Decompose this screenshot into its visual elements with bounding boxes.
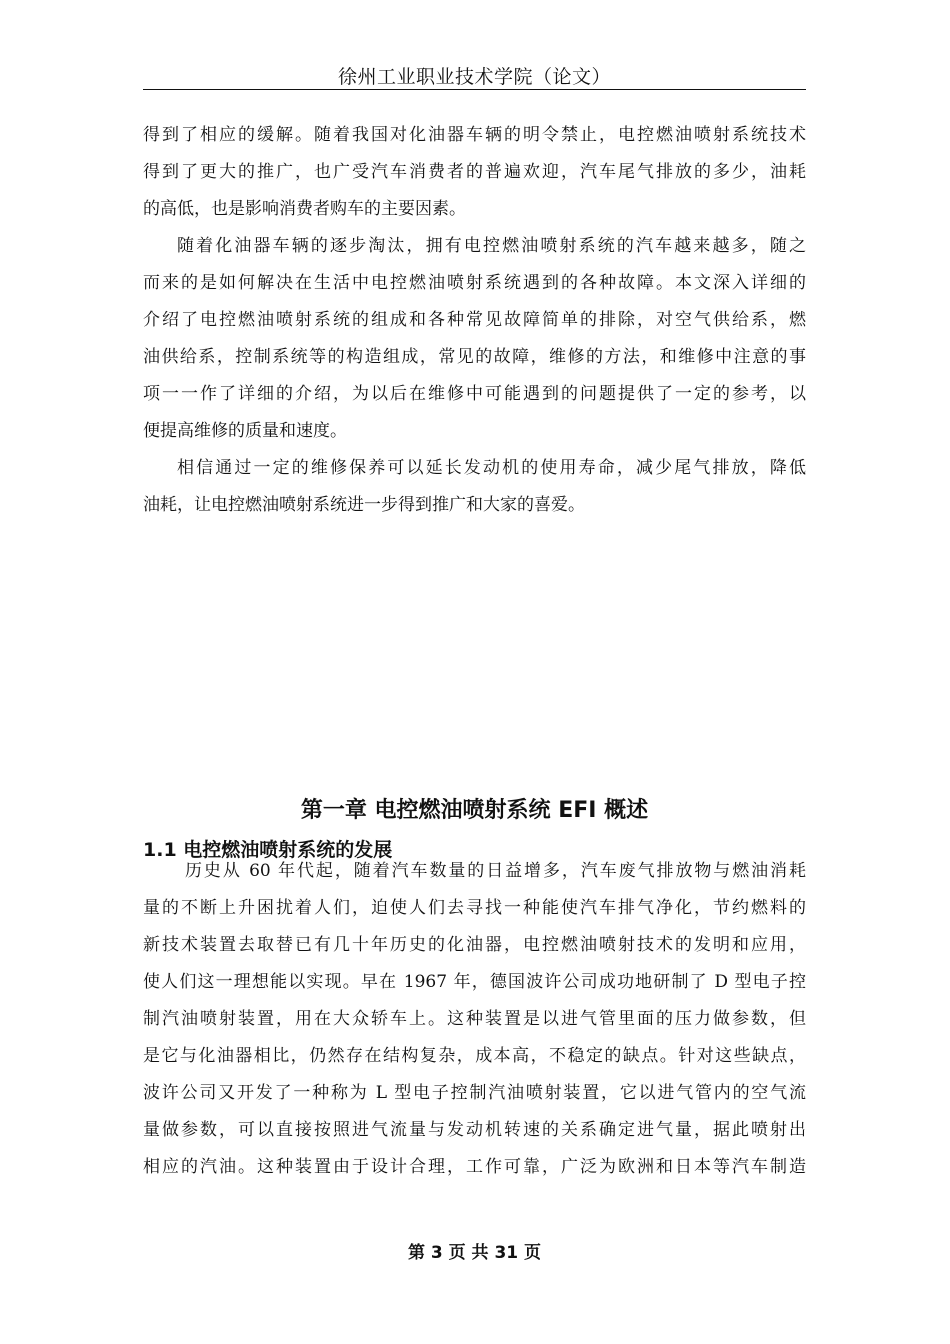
text-line: 相应的汽油。这种装置由于设计合理，工作可靠，广泛为欧洲和日本等汽车制造 [143, 1157, 806, 1177]
chapter-title: 第一章 电控燃油喷射系统 EFI 概述 [300, 798, 649, 823]
text-line: 便提高维修的质量和速度。 [143, 421, 347, 441]
text-line: 得到了相应的缓解。随着我国对化油器车辆的明令禁止，电控燃油喷射系统技术 [143, 125, 806, 145]
text-line: 而来的是如何解决在生活中电控燃油喷射系统遇到的各种故障。本文深入详细的 [143, 273, 806, 293]
intro-paragraph-3 [143, 450, 806, 524]
text-line: 的高低，也是影响消费者购车的主要因素。 [143, 199, 466, 219]
text-line: 制汽油喷射装置，用在大众轿车上。这种装置是以进气管里面的压力做参数，但 [143, 1009, 806, 1029]
text-line: 使人们这一理想能以实现。早在 1967 年，德国波许公司成功地研制了 D 型电子控 [143, 972, 806, 992]
intro-paragraph-2 [143, 228, 806, 450]
running-header-title: 徐州工业职业技术学院（论文） [337, 66, 611, 88]
page-number-footer: 第 3 页 共 31 页 [407, 1243, 542, 1263]
text-line: 相信通过一定的维修保养可以延长发动机的使用寿命，减少尾气排放，降低 [177, 458, 806, 478]
text-line: 随着化油器车辆的逐步淘汰，拥有电控燃油喷射系统的汽车越来越多，随之 [177, 236, 806, 256]
text-line: 量的不断上升困扰着人们，迫使人们去寻找一种能使汽车排气净化，节约燃料的 [143, 898, 806, 918]
text-line: 油供给系，控制系统等的构造组成，常见的故障，维修的方法，和维修中注意的事 [143, 347, 806, 367]
text-line: 得到了更大的推广，也广受汽车消费者的普遍欢迎，汽车尾气排放的多少，油耗 [143, 162, 806, 182]
text-line: 波许公司又开发了一种称为 L 型电子控制汽油喷射装置，它以进气管内的空气流 [143, 1083, 806, 1103]
intro-paragraph-1 [143, 117, 806, 228]
text-line: 油耗，让电控燃油喷射系统进一步得到推广和大家的喜爱。 [143, 495, 585, 515]
section-title: 1.1 电控燃油喷射系统的发展 [143, 839, 393, 861]
text-line: 项一一作了详细的介绍，为以后在维修中可能遇到的问题提供了一定的参考，以 [143, 384, 806, 404]
text-line: 是它与化油器相比，仍然存在结构复杂，成本高，不稳定的缺点。针对这些缺点， [143, 1046, 806, 1066]
text-line: 量做参数，可以直接按照进气流量与发动机转速的关系确定进气量，据此喷射出 [143, 1120, 806, 1140]
header-divider [143, 89, 806, 90]
text-line: 新技术装置去取替已有几十年历史的化油器，电控燃油喷射技术的发明和应用， [143, 935, 806, 955]
text-line: 历史从 60 年代起，随着汽车数量的日益增多，汽车废气排放物与燃油消耗 [185, 861, 806, 881]
section-paragraph [143, 853, 806, 1186]
text-line: 介绍了电控燃油喷射系统的组成和各种常见故障简单的排除，对空气供给系，燃 [143, 310, 806, 330]
